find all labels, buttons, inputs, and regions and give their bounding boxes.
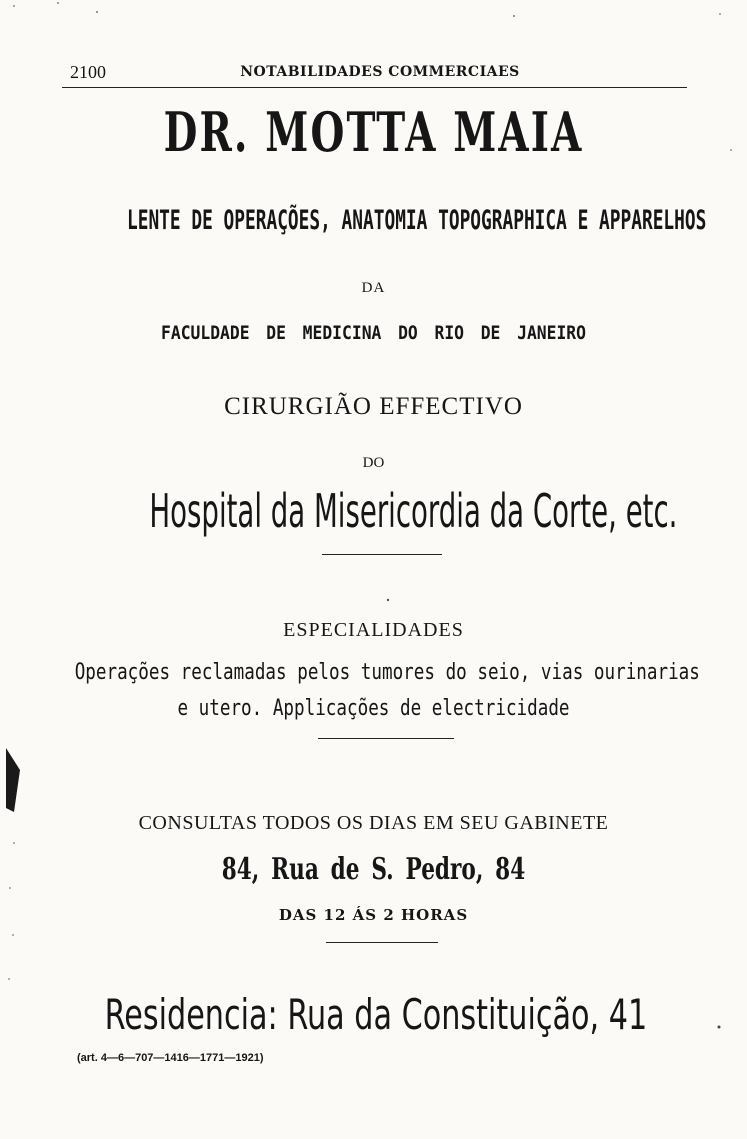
office-hours: DAS 12 ÁS 2 HORAS bbox=[278, 906, 469, 924]
speck bbox=[9, 887, 11, 889]
specialties-line: e utero. Applicações de electricidade bbox=[177, 696, 570, 721]
speck bbox=[12, 934, 14, 936]
connector-do: DO bbox=[362, 455, 385, 471]
position-line: LENTE DE OPERAÇÕES, ANATOMIA TOPOGRAPHICA E APPARELHOS bbox=[126, 205, 707, 236]
advert-name: DR. MOTTA MAIA bbox=[163, 100, 584, 164]
consultations-line: CONSULTAS TODOS OS DIAS EM SEU GABINETE bbox=[138, 812, 609, 834]
speck bbox=[96, 11, 98, 13]
speck bbox=[57, 2, 59, 4]
running-title: NOTABILIDADES COMMERCIAES bbox=[240, 64, 520, 80]
specialties-line: Operações reclamadas pelos tumores do seio, vias ourinarias bbox=[74, 660, 700, 685]
speck bbox=[730, 149, 732, 151]
office-address: 84, Rua de S. Pedro, 84 bbox=[221, 852, 526, 887]
speck bbox=[387, 599, 389, 601]
faculty-line: FACULDADE DE MEDICINA DO RIO DE JANEIRO bbox=[161, 322, 586, 344]
hospital-line: Hospital da Misericordia da Corte, etc. bbox=[149, 484, 678, 538]
footnote-reference: (art. 4—6—707—1416—1771—1921) bbox=[77, 1052, 264, 1064]
margin-ink-blot bbox=[6, 748, 20, 812]
specialties-heading: ESPECIALIDADES bbox=[283, 619, 464, 641]
speck bbox=[513, 15, 515, 17]
residence-line: Residencia: Rua da Constituição, 41 bbox=[104, 990, 648, 1039]
speck bbox=[13, 5, 15, 7]
surgeon-title: CIRURGIÃO EFFECTIVO bbox=[224, 393, 523, 420]
speck bbox=[8, 978, 10, 980]
speck bbox=[13, 842, 15, 844]
speck bbox=[718, 1026, 721, 1029]
page-number: 2100 bbox=[70, 62, 106, 82]
speck bbox=[719, 13, 721, 15]
connector-da: DA bbox=[361, 280, 386, 296]
